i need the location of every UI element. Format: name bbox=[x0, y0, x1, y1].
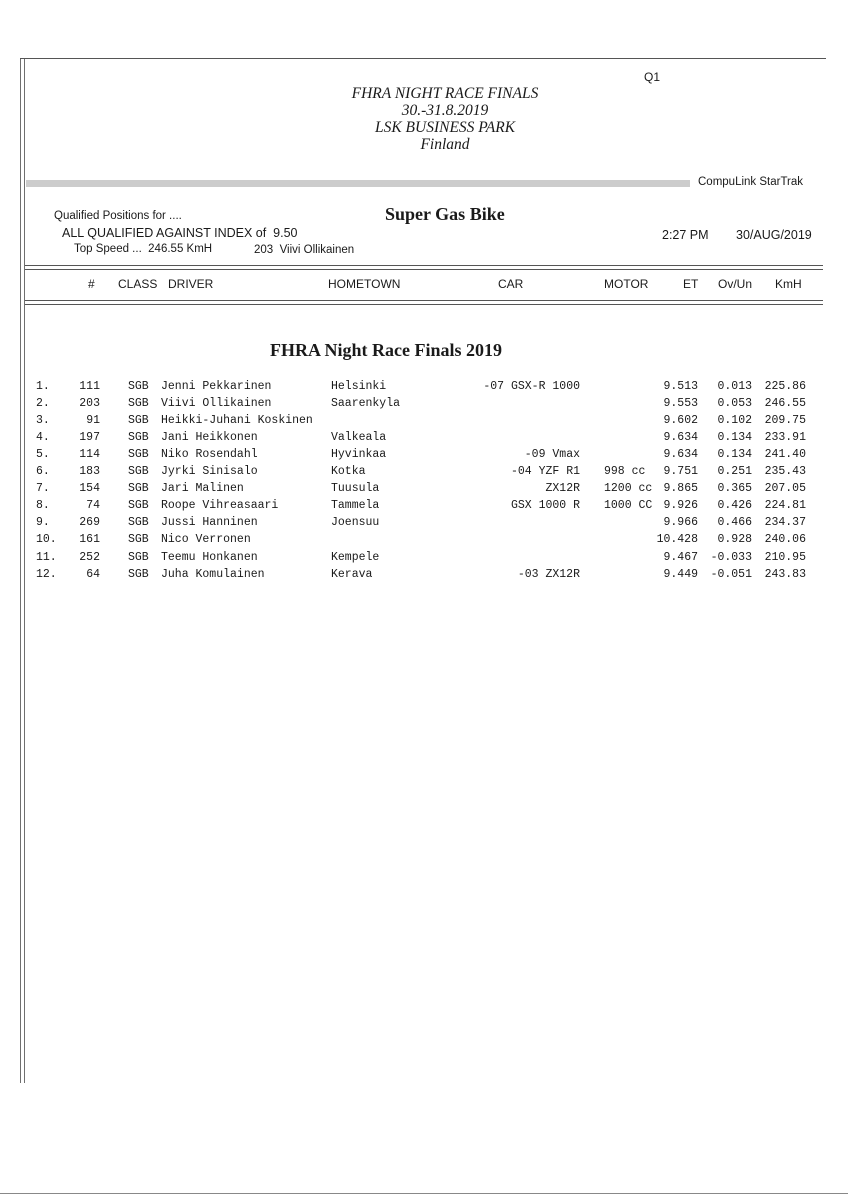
cell-cls: SGB bbox=[128, 397, 149, 411]
table-row bbox=[0, 533, 848, 550]
cell-pos: 4. bbox=[36, 431, 50, 445]
cell-kmh: 207.05 bbox=[764, 482, 806, 496]
cell-num: 197 bbox=[79, 431, 100, 445]
cell-pos: 9. bbox=[36, 516, 50, 530]
cell-et: 9.449 bbox=[663, 567, 698, 581]
cell-et: 9.513 bbox=[663, 380, 698, 393]
cell-num: 161 bbox=[79, 533, 100, 547]
cell-kmh: 225.86 bbox=[764, 380, 806, 393]
cell-et: 9.966 bbox=[663, 516, 698, 530]
cell-pos: 6. bbox=[36, 465, 50, 479]
cell-car: -03 ZX12R bbox=[517, 567, 580, 581]
cell-driver: Jussi Hanninen bbox=[161, 516, 258, 530]
cell-et: 9.865 bbox=[663, 482, 698, 496]
cell-num: 64 bbox=[86, 567, 100, 581]
cell-num: 74 bbox=[86, 499, 100, 513]
table-row bbox=[0, 499, 848, 516]
cell-et: 9.926 bbox=[663, 499, 698, 513]
event-title: FHRA NIGHT RACE FINALS bbox=[351, 85, 539, 102]
cell-pos: 5. bbox=[36, 448, 50, 462]
cell-car: -09 Vmax bbox=[524, 448, 580, 462]
cell-kmh: 233.91 bbox=[764, 431, 806, 445]
cell-driver: Juha Komulainen bbox=[161, 567, 265, 581]
cell-cls: SGB bbox=[128, 567, 149, 581]
cell-ovun: 0.053 bbox=[717, 397, 752, 411]
report-time: 2:27 PM bbox=[662, 228, 709, 242]
cell-kmh: 241.40 bbox=[764, 448, 806, 462]
cell-et: 9.634 bbox=[663, 448, 698, 462]
cell-car: GSX 1000 R bbox=[510, 499, 580, 513]
table-row bbox=[0, 414, 848, 431]
cell-ovun: 0.426 bbox=[717, 499, 752, 513]
table-row bbox=[0, 551, 848, 568]
top-speed-line: Top Speed ... 246.55 KmH bbox=[74, 243, 213, 255]
cell-cls: SGB bbox=[128, 414, 149, 428]
section-title: FHRA Night Race Finals 2019 bbox=[270, 340, 502, 360]
table-row bbox=[0, 448, 848, 465]
cell-ovun: -0.033 bbox=[710, 550, 752, 564]
cell-ovun: 0.466 bbox=[717, 516, 752, 530]
cell-ovun: 0.134 bbox=[717, 431, 752, 445]
table-row bbox=[0, 568, 848, 585]
cell-motor: 1000 CC bbox=[604, 499, 653, 513]
cell-pos: 10. bbox=[36, 533, 57, 547]
cell-num: 91 bbox=[86, 414, 100, 428]
cell-hometown: Hyvinkaa bbox=[331, 448, 387, 462]
cell-driver: Teemu Honkanen bbox=[161, 550, 258, 564]
cell-driver: Jyrki Sinisalo bbox=[161, 465, 258, 479]
cell-driver: Viivi Ollikainen bbox=[161, 397, 272, 411]
cell-et: 9.751 bbox=[663, 465, 698, 479]
cell-kmh: 235.43 bbox=[764, 465, 806, 479]
cell-num: 154 bbox=[79, 482, 100, 496]
report-date: 30/AUG/2019 bbox=[736, 228, 812, 242]
bottom-edge-line bbox=[0, 1193, 848, 1194]
cell-num: 252 bbox=[79, 550, 100, 564]
cell-driver: Nico Verronen bbox=[161, 533, 251, 547]
cell-hometown: Kerava bbox=[331, 567, 373, 581]
col-header-et: ET bbox=[683, 277, 699, 291]
cell-motor: 1200 cc bbox=[604, 482, 653, 496]
table-row bbox=[0, 465, 848, 482]
cell-cls: SGB bbox=[128, 482, 149, 496]
cell-num: 203 bbox=[79, 397, 100, 411]
cell-et: 10.428 bbox=[656, 533, 698, 547]
cell-pos: 12. bbox=[36, 567, 57, 581]
table-row bbox=[0, 431, 848, 448]
cell-kmh: 209.75 bbox=[764, 414, 806, 428]
cell-hometown: Valkeala bbox=[331, 431, 387, 445]
event-venue: LSK BUSINESS PARK bbox=[374, 119, 516, 136]
col-header-kmh: KmH bbox=[775, 277, 802, 291]
cell-car: -07 GSX-R 1000 bbox=[483, 380, 580, 393]
col-header-ovun: Ov/Un bbox=[718, 277, 753, 291]
software-name: CompuLink StarTrak bbox=[698, 176, 804, 188]
col-header-motor: MOTOR bbox=[604, 277, 649, 291]
cell-ovun: 0.251 bbox=[717, 465, 752, 479]
class-title: Super Gas Bike bbox=[385, 204, 505, 224]
header-rule-top-1 bbox=[25, 265, 823, 266]
cell-hometown: Helsinki bbox=[331, 380, 387, 393]
cell-pos: 1. bbox=[36, 380, 50, 393]
cell-ovun: 0.013 bbox=[717, 380, 752, 393]
cell-et: 9.602 bbox=[663, 414, 698, 428]
index-line: ALL QUALIFIED AGAINST INDEX of 9.50 bbox=[62, 226, 298, 240]
event-dates: 30.-31.8.2019 bbox=[401, 102, 489, 119]
cell-cls: SGB bbox=[128, 448, 149, 462]
cell-kmh: 246.55 bbox=[764, 397, 806, 411]
cell-ovun: 0.102 bbox=[717, 414, 752, 428]
cell-ovun: 0.928 bbox=[717, 533, 752, 547]
cell-driver: Jenni Pekkarinen bbox=[161, 380, 272, 393]
cell-motor: 998 cc bbox=[604, 465, 646, 479]
table-row bbox=[0, 516, 848, 533]
cell-car: -04 YZF R1 bbox=[510, 465, 580, 479]
table-row bbox=[0, 397, 848, 414]
cell-driver: Heikki-Juhani Koskinen bbox=[161, 414, 313, 428]
cell-hometown: Kotka bbox=[331, 465, 366, 479]
cell-cls: SGB bbox=[128, 431, 149, 445]
cell-pos: 3. bbox=[36, 414, 50, 428]
cell-cls: SGB bbox=[128, 465, 149, 479]
cell-cls: SGB bbox=[128, 499, 149, 513]
table-row bbox=[0, 380, 848, 397]
col-header-class: CLASS bbox=[118, 277, 158, 291]
cell-driver: Jari Malinen bbox=[161, 482, 244, 496]
cell-num: 183 bbox=[79, 465, 100, 479]
cell-car: ZX12R bbox=[545, 482, 580, 496]
cell-cls: SGB bbox=[128, 380, 149, 393]
cell-et: 9.634 bbox=[663, 431, 698, 445]
cell-pos: 8. bbox=[36, 499, 50, 513]
cell-hometown: Tuusula bbox=[331, 482, 380, 496]
event-country: Finland bbox=[420, 136, 470, 153]
qualified-label: Qualified Positions for .... bbox=[54, 210, 182, 222]
col-header-driver: DRIVER bbox=[168, 277, 214, 291]
cell-et: 9.467 bbox=[663, 550, 698, 564]
cell-cls: SGB bbox=[128, 533, 149, 547]
cell-hometown: Saarenkyla bbox=[331, 397, 401, 411]
header-rule-top-2 bbox=[25, 269, 823, 270]
cell-num: 111 bbox=[79, 380, 100, 393]
top-speed-driver: 203 Viivi Ollikainen bbox=[254, 244, 355, 256]
cell-kmh: 234.37 bbox=[764, 516, 806, 530]
cell-kmh: 240.06 bbox=[764, 533, 806, 547]
page-id: Q1 bbox=[644, 70, 661, 84]
cell-kmh: 224.81 bbox=[764, 499, 806, 513]
table-row bbox=[0, 482, 848, 499]
cell-pos: 2. bbox=[36, 397, 50, 411]
cell-kmh: 243.83 bbox=[764, 567, 806, 581]
top-border-line bbox=[20, 58, 826, 59]
cell-kmh: 210.95 bbox=[764, 550, 806, 564]
cell-hometown: Joensuu bbox=[331, 516, 380, 530]
cell-driver: Roope Vihreasaari bbox=[161, 499, 279, 513]
cell-hometown: Tammela bbox=[331, 499, 380, 513]
cell-ovun: 0.134 bbox=[717, 448, 752, 462]
cell-driver: Niko Rosendahl bbox=[161, 448, 258, 462]
cell-hometown: Kempele bbox=[331, 550, 380, 564]
cell-cls: SGB bbox=[128, 516, 149, 530]
cell-pos: 11. bbox=[36, 550, 57, 564]
cell-cls: SGB bbox=[128, 550, 149, 564]
cell-num: 114 bbox=[79, 448, 100, 462]
cell-num: 269 bbox=[79, 516, 100, 530]
cell-pos: 7. bbox=[36, 482, 50, 496]
col-header-car: CAR bbox=[498, 277, 524, 291]
dotted-separator bbox=[26, 180, 690, 187]
col-header-num: # bbox=[88, 277, 95, 291]
cell-et: 9.553 bbox=[663, 397, 698, 411]
cell-ovun: -0.051 bbox=[710, 567, 752, 581]
cell-ovun: 0.365 bbox=[717, 482, 752, 496]
col-header-hometown: HOMETOWN bbox=[328, 277, 401, 291]
cell-driver: Jani Heikkonen bbox=[161, 431, 258, 445]
header-rule-bottom-1 bbox=[25, 300, 823, 301]
header-rule-bottom-2 bbox=[25, 304, 823, 305]
